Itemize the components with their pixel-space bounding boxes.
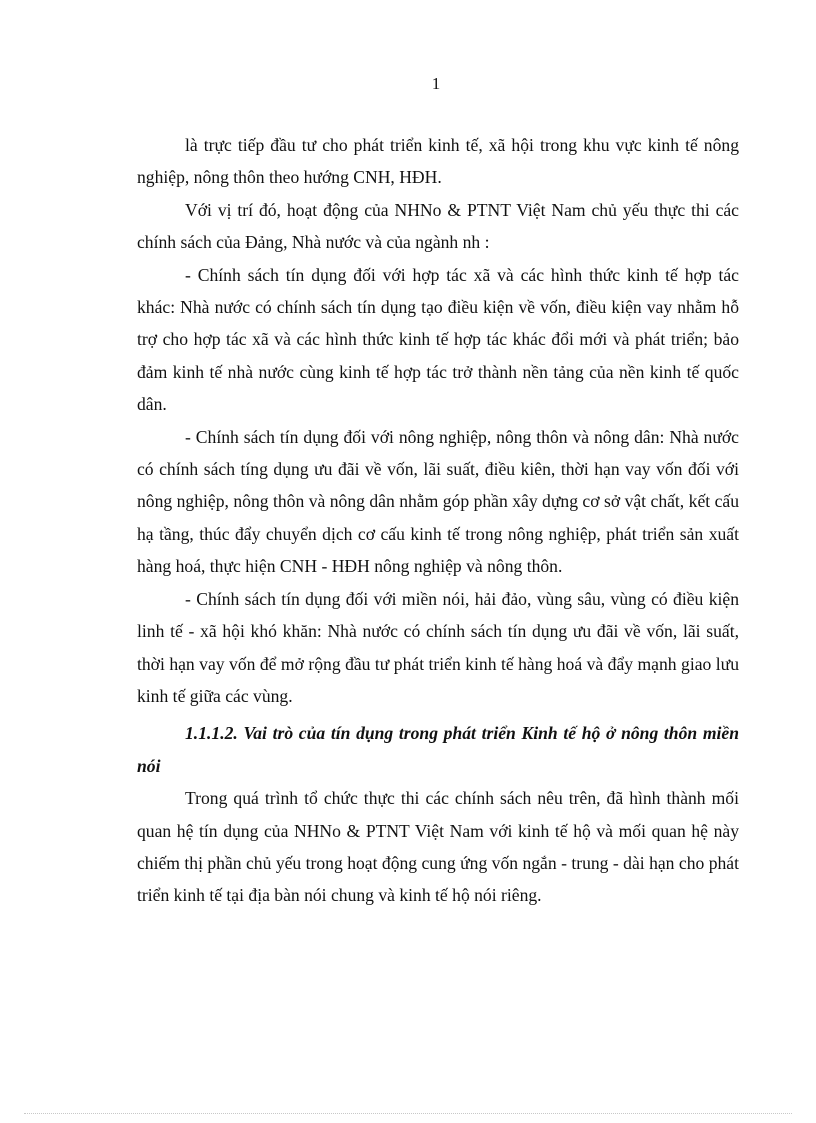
footer-divider bbox=[24, 1113, 792, 1114]
paragraph-closing: Trong quá trình tổ chức thực thi các chính sách nêu trên, đã hình thành mối quan hệ tín dụng của NHNo & PTNT Việt Nam với kinh tế hộ và mối quan hệ này chiếm thị phần chủ yếu trong hoạt động cung ứng vốn ngắn - trung - dài hạn cho phát triển kinh tế tại địa bàn nói chung và kinh tế hộ nói riêng. bbox=[137, 788, 739, 906]
paragraph-policy-cooperatives: - Chính sách tín dụng đối với hợp tác xã và các hình thức kinh tế hợp tác khác: Nhà nước có chính sách tín dụng tạo điều kiện về vốn, điều kiện vay nhằm hỗ trợ cho hợp tác xã và các hình thức kinh tế hợp tác khác đổi mới và phát triển; bảo đảm kinh tế nhà nước cùng kinh tế hợp tác trở thành nền tảng của nền kinh tế quốc dân. bbox=[137, 264, 739, 415]
document-body bbox=[137, 129, 739, 912]
paragraph-policy-agriculture: - Chính sách tín dụng đối với nông nghiệp, nông thôn và nông dân: Nhà nước có chính sách tíng dụng ưu đãi về vốn, lãi suất, điều kiên, thời hạn vay vốn đối với nông nghiệp, nông thôn và nông dân nhằm góp phần xây dựng cơ sở vật chất, kết cấu hạ tầng, thúc đẩy chuyển dịch cơ cấu kinh tế trong nông nghiệp, phát triển sản xuất hàng hoá, thực hiện CNH - HĐH nông nghiệp và nông thôn. bbox=[137, 426, 739, 577]
paragraph-policy-mountain-regions: - Chính sách tín dụng đối với miền nói, hải đảo, vùng sâu, vùng có điều kiện linh tế - xã hội khó khăn: Nhà nước có chính sách tín dụng ưu đãi về vốn, lãi suất, thời hạn vay vốn để mở rộng đầu tư phát triển kinh tế hàng hoá và đẩy mạnh giao lưu kinh tế giữa các vùng. bbox=[137, 588, 739, 706]
paragraph-1: là trực tiếp đầu tư cho phát triển kinh tế, xã hội trong khu vực kinh tế nông nghiệp, nông thôn theo hướng CNH, HĐH. bbox=[137, 135, 739, 188]
section-heading: 1.1.1.2. Vai trò của tín dụng trong phát triển Kinh tế hộ ở nông thôn miền nói bbox=[137, 723, 739, 776]
paragraph-2: Với vị trí đó, hoạt động của NHNo & PTNT Việt Nam chủ yếu thực thi các chính sách của Đảng, Nhà nước và của ngành nh : bbox=[137, 199, 739, 253]
page-number: 1 bbox=[431, 74, 441, 93]
